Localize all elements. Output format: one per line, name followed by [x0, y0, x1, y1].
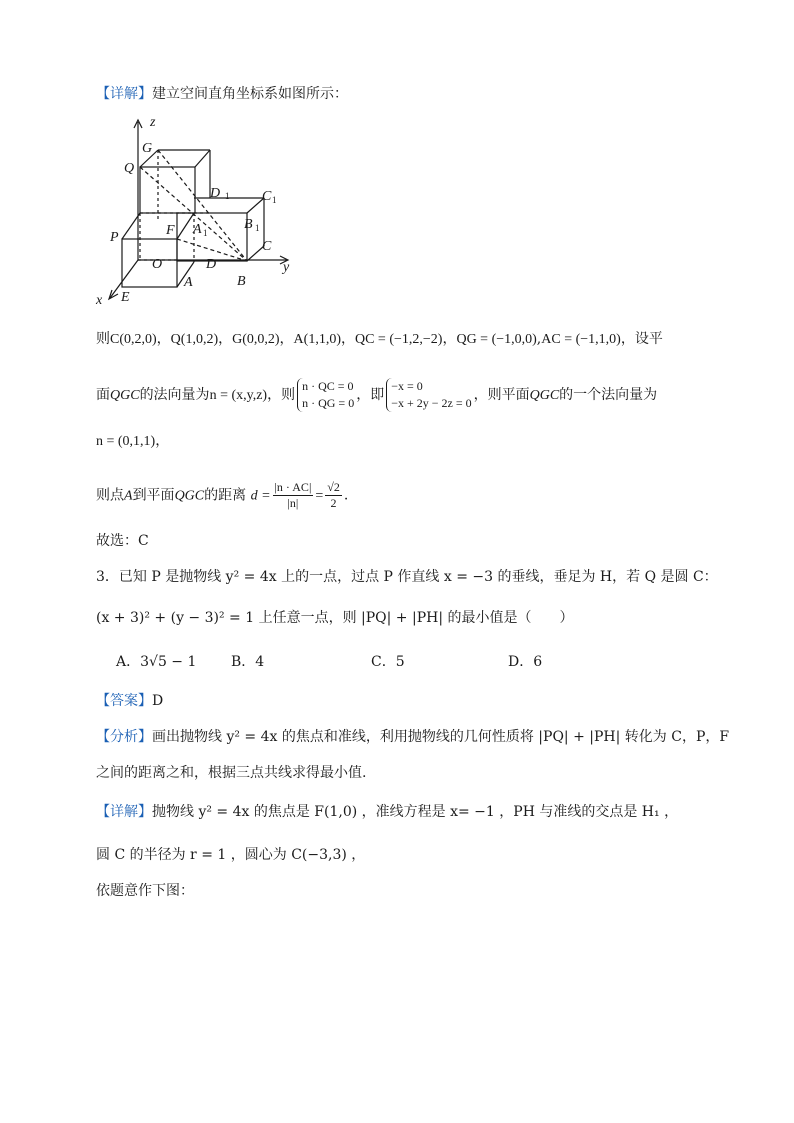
- label-p: P: [110, 230, 119, 245]
- dist-text-1: 则点: [96, 487, 124, 504]
- label-c1: C: [262, 189, 272, 204]
- x-axis-arrow: [109, 290, 118, 299]
- lower-left-cube-edge: [122, 213, 140, 239]
- normal-text-3: ，则: [267, 387, 296, 403]
- dist-eq: =: [315, 488, 324, 504]
- analysis-line-1: [96, 727, 729, 747]
- normal-vector: n = (x,y,z): [209, 388, 268, 403]
- vector-qg: QG = (−1,0,0): [456, 332, 537, 347]
- system-1-eq-1: n · QC = 0: [302, 379, 354, 393]
- label-z: z: [150, 115, 156, 130]
- dist-text-3: 的距离: [204, 487, 247, 504]
- answer-line: [96, 691, 163, 711]
- option-a: A．3√5 − 1: [116, 654, 197, 670]
- label-b1: B: [244, 217, 253, 232]
- label-q: Q: [124, 161, 135, 176]
- point-c: C(0,2,0): [110, 332, 157, 347]
- dist-d: d =: [250, 488, 271, 504]
- dist-plane: QGC: [174, 488, 205, 504]
- plane-name-2: QGC: [529, 388, 560, 403]
- coordinate-cube-figure: [92, 110, 307, 310]
- label-b1-sub: 1: [255, 223, 260, 233]
- label-a1: A: [193, 222, 202, 237]
- system-1-eq-2: n · QG = 0: [302, 396, 355, 410]
- q3-line-2: (x + 3)² + (y − 3)² = 1 上任意一点，则 |PQ| + |PH| 的最小值是（ ）: [96, 610, 574, 626]
- detail2-text-1: 抛物线 y² = 4x 的焦点是 F(1,0) ，准线方程是 x= −1 ，PH 与准线的交点是 H₁ ，: [152, 804, 679, 820]
- system-2-eq-1: −x = 0: [391, 379, 423, 393]
- label-b: B: [237, 274, 246, 289]
- vector-qc: QC = (−1,2,−2): [354, 332, 443, 347]
- coords-prefix: 则: [96, 331, 110, 347]
- label-g: G: [142, 141, 153, 156]
- label-f: F: [166, 223, 175, 238]
- point-q: Q(1,0,2): [170, 332, 219, 347]
- detail-heading-line: [96, 84, 348, 104]
- label-a: A: [184, 275, 193, 290]
- system-2-eq-2: −x + 2y − 2z = 0: [391, 396, 472, 410]
- answer-label: 【答案】: [96, 693, 152, 709]
- system-1: [297, 378, 354, 412]
- distance-fraction: [273, 480, 314, 511]
- distance-line: [96, 480, 348, 511]
- label-c1-sub: 1: [272, 195, 277, 205]
- label-c: C: [262, 239, 272, 254]
- system-2: [386, 378, 471, 412]
- dist-point-a: A: [124, 488, 133, 504]
- label-a1-sub: 1: [203, 228, 208, 238]
- detail2-line-1: [96, 802, 678, 822]
- answer-value: D: [152, 693, 164, 709]
- normal-text-5: ，则平面: [473, 387, 530, 403]
- right-cube-front: [177, 213, 247, 261]
- detail2-line-2: 圆 C 的半径为 r = 1 ，圆心为 C(−3,3) ，: [96, 847, 366, 863]
- label-d: D: [206, 257, 217, 272]
- coords-suffix: ，设平: [620, 331, 663, 347]
- dist-text-2: 到平面: [132, 487, 175, 504]
- vector-ac: AC = (−1,1,0): [541, 332, 621, 347]
- label-e: E: [121, 290, 130, 305]
- result-fraction: [325, 480, 342, 511]
- normal-text-2: 的法向量为: [139, 387, 210, 403]
- option-b: B．4: [231, 654, 265, 670]
- option-c: C．5: [371, 654, 405, 670]
- label-x: x: [96, 293, 103, 308]
- distance-denominator: |n|: [287, 496, 299, 510]
- top-cube-edge: [195, 150, 210, 167]
- analysis-label: 【分析】: [96, 729, 152, 745]
- result-denominator: 2: [330, 496, 337, 510]
- label-d1: D: [210, 186, 221, 201]
- point-a: A(1,1,0): [293, 332, 341, 347]
- detail2-label: 【详解】: [96, 804, 152, 820]
- choice-line: 故选：C: [96, 533, 149, 549]
- analysis-line-2: 之间的距离之和，根据三点共线求得最小值.: [96, 765, 367, 781]
- normal-vector-line: [96, 378, 657, 412]
- coordinates-line: 则C(0,2,0)，Q(1,0,2)，G(0,0,2)，A(1,1,0)，QC = (−1,2,−2)，QG = (−1,0,0),AC = (−1,1,0)，设平: [96, 331, 663, 347]
- lower-left-cube-edge: [177, 213, 194, 239]
- distance-numerator: |n · AC|: [274, 480, 312, 494]
- plane-name: QGC: [110, 388, 140, 403]
- dist-end: .: [343, 487, 349, 504]
- analysis-text-1: 画出抛物线 y² = 4x 的焦点和准线，利用抛物线的几何性质将 |PQ| + |PH| 转化为 C，P，F: [152, 729, 730, 745]
- detail2-line-3: 依题意作下图：: [96, 883, 194, 899]
- result-numerator: √2: [327, 480, 340, 494]
- option-d: D．6: [508, 654, 543, 670]
- lower-left-cube-front: [122, 239, 177, 287]
- normal-text-1: 面: [96, 387, 110, 403]
- detail-label: 【详解】: [96, 86, 152, 102]
- label-o: O: [152, 257, 163, 272]
- normal-result: n = (0,1,1)，: [96, 434, 170, 449]
- label-d1-sub: 1: [225, 191, 230, 201]
- detail-text: 建立空间直角坐标系如图所示：: [152, 86, 348, 102]
- normal-text-6: 的一个法向量为: [559, 387, 658, 403]
- label-y: y: [283, 260, 290, 275]
- diagonal-qc: [140, 167, 247, 261]
- normal-text-4: ，即: [356, 387, 385, 403]
- q3-line-1: 3．已知 P 是抛物线 y² = 4x 上的一点，过点 P 作直线 x = −3 的垂线，垂足为 H，若 Q 是圆 C：: [96, 569, 718, 585]
- diagonal-gc: [158, 150, 247, 261]
- point-g: G(0,0,2): [232, 332, 280, 347]
